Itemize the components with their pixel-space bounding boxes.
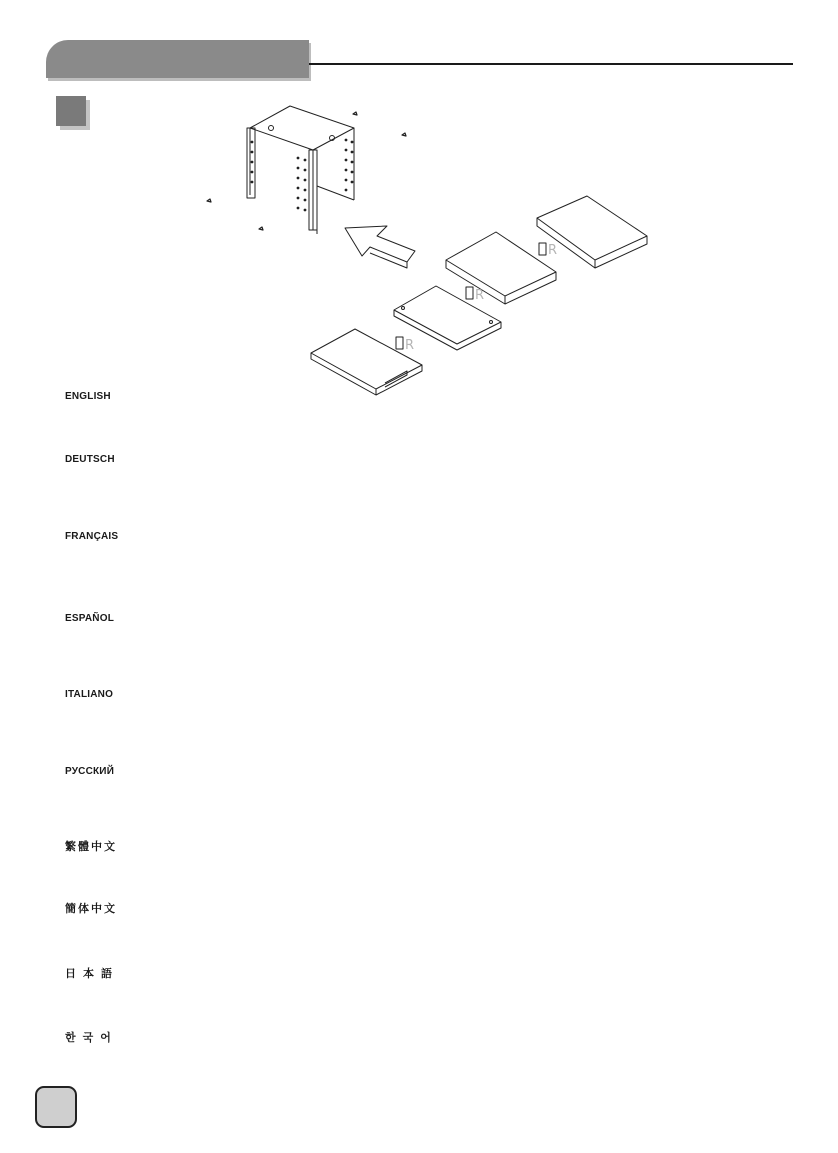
screws [207,112,406,230]
drive-cage [247,106,354,234]
svg-text:R: R [405,338,415,353]
lang-label-simplified-chinese: 簡体中文 [65,903,117,915]
installation-illustration [195,100,665,400]
lang-label-korean: 한국어 [65,1032,118,1044]
lang-label-italiano: ITALIANO [65,689,114,700]
lang-label-russian: РУССКИЙ [65,766,115,777]
lang-label-francais: FRANÇAIS [65,531,119,542]
lang-label-deutsch: DEUTSCH [65,454,115,465]
svg-text:R: R [475,288,485,303]
lang-label-japanese: 日本語 [65,968,119,980]
step-marker [56,96,86,126]
header-rule [309,63,793,65]
cage-holes [251,139,354,212]
lang-label-espanol: ESPAÑOL [65,613,114,624]
lang-label-traditional-chinese: 繁體中文 [65,841,117,853]
lang-label-english: ENGLISH [65,391,111,402]
svg-text:R: R [548,243,558,258]
page-number-badge [35,1086,77,1128]
section-header-tab [46,40,309,78]
